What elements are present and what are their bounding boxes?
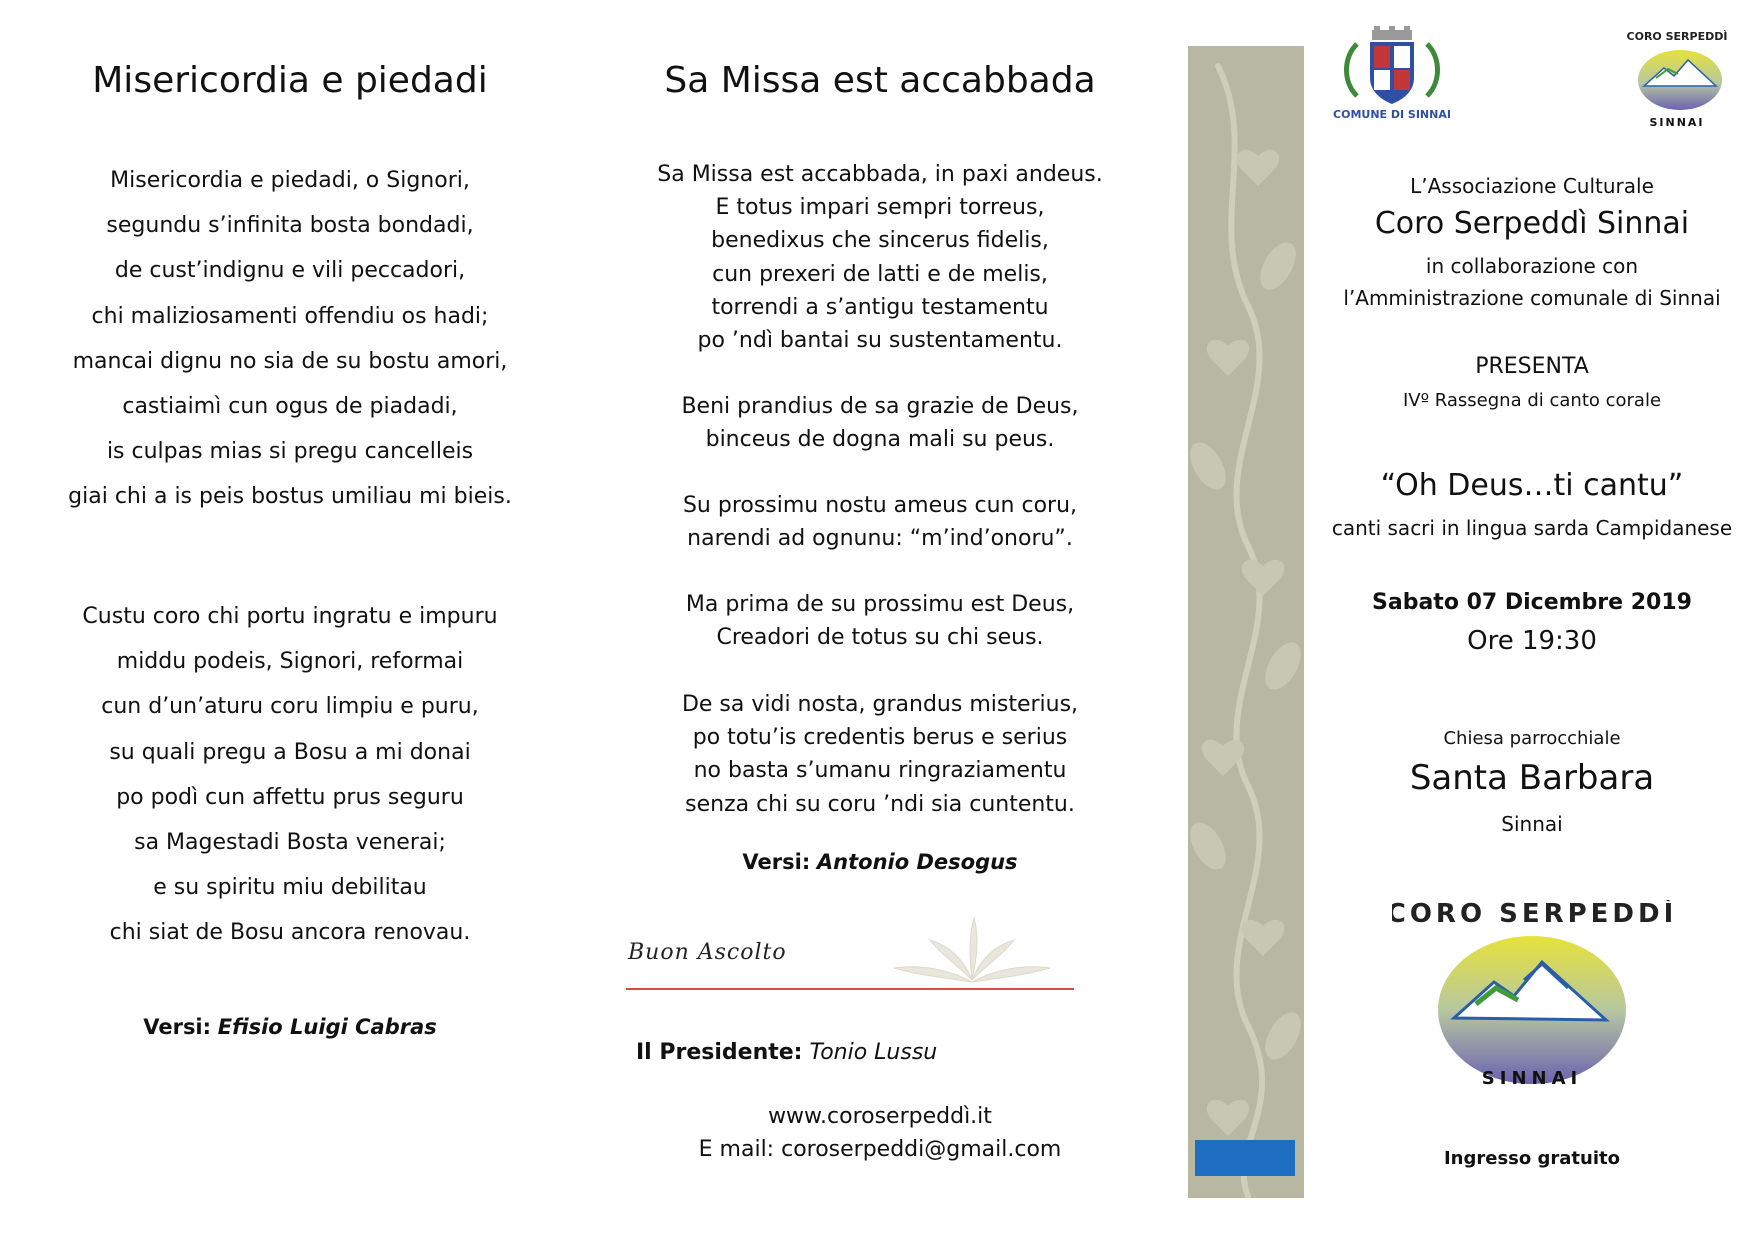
verse-line: benedixus che sincerus fidelis, xyxy=(711,228,1049,254)
logo-text-large: CORO SERPEDDÌ xyxy=(1392,900,1672,929)
verse-line: sa Magestadi Bosta venerai; xyxy=(134,830,446,856)
verse-line: mancai dignu no sia de su bostu amori, xyxy=(72,348,508,374)
verse-line: chi siat de Bosu ancora renovau. xyxy=(109,920,471,946)
verse-line: Sa Missa est accabbada, in paxi andeus. xyxy=(657,162,1103,187)
credit-name: Efisio Luigi Cabras xyxy=(217,1015,437,1039)
verse-line: is culpas mias si pregu cancelleis xyxy=(106,439,474,465)
credit-label: Versi: xyxy=(143,1015,212,1039)
verse-line: po ’ndì bantai su sustentamentu. xyxy=(697,328,1063,354)
left-stanza-1 xyxy=(30,158,550,520)
verse-line: torrendi a s’antigu testamentu xyxy=(711,294,1049,320)
verse-line: E totus impari sempri torreus, xyxy=(715,195,1045,221)
middle-stanza-1 xyxy=(620,158,1140,357)
right-panel xyxy=(1322,0,1742,1240)
verse-line: cun d’un’aturu coru limpiu e puru, xyxy=(101,694,479,720)
coat-of-arms-icon xyxy=(1322,26,1462,116)
verse-line: su quali pregu a Bosu a mi donai xyxy=(109,739,471,765)
blue-bar xyxy=(1195,1140,1295,1176)
verse-line: narendi ad ognunu: “m’ind’onoru”. xyxy=(687,526,1073,552)
verse-line: de cust’indignu e vili peccadori, xyxy=(114,258,466,284)
website-link[interactable]: www.coroserpeddì.it xyxy=(768,1104,992,1129)
entry-label: Ingresso gratuito xyxy=(1443,1148,1620,1169)
verse-line: senza chi su coru ’ndi sia cuntentu. xyxy=(685,791,1075,817)
verse-line: segundu s’infinita bosta bondadi, xyxy=(106,213,474,239)
left-panel xyxy=(30,40,550,1039)
verse-line: po podì cun affettu prus seguru xyxy=(116,784,464,810)
left-stanza-2 xyxy=(30,594,550,956)
contact-block xyxy=(620,1100,1140,1166)
verse-line: cun prexeri de latti e de melis, xyxy=(712,261,1048,287)
president-name: Tonio Lussu xyxy=(809,1040,938,1065)
event-title: “Oh Deus…ti cantu” xyxy=(1380,468,1684,503)
floral-pattern-icon xyxy=(1188,46,1304,1198)
closing-text: Buon Ascolto xyxy=(628,940,787,965)
left-title: Misericordia e piedadi xyxy=(92,60,488,101)
verse-line: e su spiritu miu debilitau xyxy=(153,875,427,901)
choir-logo-large xyxy=(1392,900,1672,1100)
verse-line: chi maliziosamenti offendiu os hadi; xyxy=(91,303,489,329)
middle-credit xyxy=(620,850,1140,874)
closing-divider xyxy=(626,988,1074,990)
choir-logo-small xyxy=(1622,22,1732,134)
middle-stanza-4 xyxy=(620,588,1140,654)
collab-line-2: l’Amministrazione comunale di Sinnai xyxy=(1343,286,1721,310)
verse-line: no basta s’umanu ringraziamentu xyxy=(693,758,1067,784)
collab-line-1: in collaborazione con xyxy=(1425,254,1639,278)
event-time: Ore 19:30 xyxy=(1467,626,1597,656)
verse-line: po totu’is credentis berus e serius xyxy=(692,725,1068,751)
association-label: L’Associazione Culturale xyxy=(1410,174,1654,198)
presenta-label: PRESENTA xyxy=(1475,354,1589,379)
comune-label: COMUNE DI SINNAI xyxy=(1333,108,1451,121)
event-date: Sabato 07 Dicembre 2019 xyxy=(1372,590,1692,615)
event-subtitle: canti sacri in lingua sarda Campidanese xyxy=(1331,516,1733,540)
middle-stanza-3 xyxy=(620,489,1140,555)
verse-line: Creadori de totus su chi seus. xyxy=(716,625,1044,651)
verse-line: Misericordia e piedadi, o Signori, xyxy=(110,168,470,193)
left-credit xyxy=(30,1015,550,1039)
credit-name: Antonio Desogus xyxy=(816,850,1018,874)
decorative-strip xyxy=(1188,46,1304,1198)
president-line xyxy=(636,1040,937,1065)
verse-line: Beni prandius de sa grazie de Deus, xyxy=(681,394,1079,419)
verse-line: castiaimì cun ogus de piadadi, xyxy=(122,394,458,420)
logo-city-small: SINNAI xyxy=(1649,116,1705,129)
verse-line: giai chi a is peis bostus umiliau mi bieis. xyxy=(68,484,512,510)
president-label: Il Presidente: xyxy=(636,1040,803,1065)
verse-line: Ma prima de su prossimu est Deus, xyxy=(685,592,1075,617)
logo-city-large: SINNAI xyxy=(1481,1068,1583,1089)
comune-logo xyxy=(1322,26,1462,126)
choir-name: Coro Serpeddì Sinnai xyxy=(1374,206,1690,241)
venue-label: Chiesa parrocchiale xyxy=(1443,728,1621,749)
choir-emblem-icon xyxy=(1622,22,1732,114)
verse-line: middu podeis, Signori, reformai xyxy=(116,649,464,675)
verse-line: De sa vidi nosta, grandus misterius, xyxy=(681,692,1079,717)
venue-city: Sinnai xyxy=(1501,812,1563,836)
middle-panel xyxy=(620,40,1140,1220)
verse-line: Custu coro chi portu ingratu e impuru xyxy=(82,604,498,629)
verse-line: binceus de dogna mali su peus. xyxy=(705,427,1055,453)
rassegna-label: IVº Rassegna di canto corale xyxy=(1402,390,1662,411)
venue-name: Santa Barbara xyxy=(1409,758,1655,798)
middle-stanza-5 xyxy=(620,688,1140,821)
middle-title: Sa Missa est accabbada xyxy=(664,60,1096,101)
credit-label: Versi: xyxy=(742,850,811,874)
verse-line: Su prossimu nostu ameus cun coru, xyxy=(682,493,1078,518)
middle-stanza-2 xyxy=(620,390,1140,456)
email-link[interactable]: E mail: coroserpeddi@gmail.com xyxy=(698,1137,1062,1162)
logo-text-small: CORO SERPEDDÌ xyxy=(1626,30,1728,43)
